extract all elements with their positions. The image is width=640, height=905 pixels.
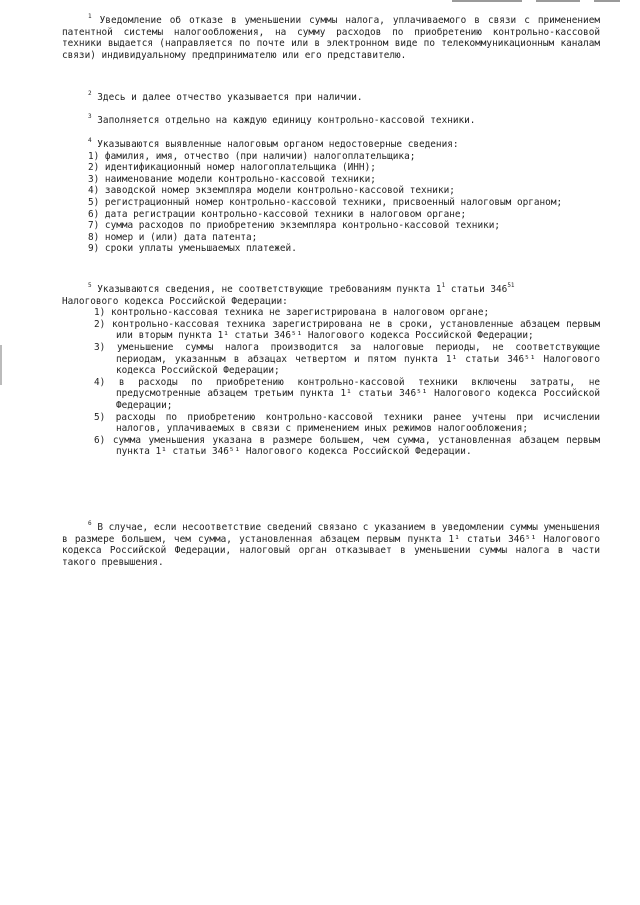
list-item: 1) фамилия, имя, отчество (при наличии) налогоплательщика; [88, 150, 416, 162]
list-item: 7) сумма расходов по приобретению экземпляра контрольно-кассовой техники; [88, 220, 501, 232]
list-text: уменьшение суммы налога производится за налоговые периоды, не соответствующие периодам, указанным в абзацах четвертом и пятом пункта 1¹ статьи 346⁵¹ Налогового кодекса Российской Федерации; [116, 341, 600, 377]
footnote-lead: Налогового кодекса Российской Федерации: [62, 295, 288, 307]
list-item: 6) дата регистрации контрольно-кассовой техники в налоговом органе; [88, 208, 467, 220]
list-item [62, 377, 600, 412]
footnote-mark: 4 [88, 136, 92, 144]
scan-edge-mark [594, 0, 620, 2]
scan-edge-mark [536, 0, 580, 2]
footnote-lead: Указываются сведения, не соответствующие требованиям пункта 1 [97, 284, 442, 295]
scan-edge-mark [452, 0, 522, 2]
footnote-mark: 1 [88, 12, 92, 20]
list-text: контрольно-кассовая техника не зарегистрирована в налоговом органе; [110, 307, 490, 319]
footnote-text: Заполняется отдельно на каждую единицу контрольно-кассовой техники. [97, 115, 476, 126]
footnote-text: Здесь и далее отчество указывается при наличии. [97, 92, 363, 103]
list-item: 4) заводской номер экземпляра модели контрольно-кассовой техники; [88, 185, 455, 197]
footnote-3 [62, 112, 600, 127]
footnote-lead: Указываются выявленные налоговым органом недостоверные сведения: [97, 139, 459, 150]
list-item: 8) номер и (или) дата патента; [88, 231, 258, 243]
list-item [62, 307, 600, 319]
footnote-mark: 3 [88, 112, 92, 120]
list-text: расходы по приобретению контрольно-кассовой техники ранее учтены при исчислении налогов, уплачиваемых в связи с применением иных режимов налогообложения; [115, 411, 600, 435]
footnote-mark: 6 [88, 519, 92, 527]
footnote-5 [62, 281, 600, 458]
list-number: 1) [94, 307, 106, 319]
footnote-lead: статьи 346 [445, 284, 508, 295]
list-item: 5) регистрационный номер контрольно-кассовой техники, присвоенный налоговым органом; [88, 196, 563, 208]
list-item [62, 435, 600, 458]
footnote-text: В случае, если несоответствие сведений связано с указанием в уведомлении суммы уменьшения в размере большем, чем сумма, установленная абзацем первым пункта 1¹ статьи 346⁵¹ Налогового кодекса Российской Федерации, налоговый орган отказывает в уменьшении суммы налога в части такого превышения. [62, 522, 600, 568]
footnote-6 [62, 519, 600, 568]
list-number: 2) [94, 318, 106, 330]
list-item: 9) сроки уплаты уменьшаемых платежей. [88, 243, 297, 255]
superscript: 51 [507, 281, 515, 289]
list-text: сумма уменьшения указана в размере большем, чем сумма, установленная абзацем первым пункта 1¹ статьи 346⁵¹ Налогового кодекса Российской Федерации. [112, 434, 600, 458]
footnote-text: Уведомление об отказе в уменьшении суммы налога, уплачиваемого в связи с применением патентной системы налогообложения, на сумму расходов по приобретению контрольно-кассовой техники выдается (направляется по почте или в электронном виде по телекоммуникационным каналам связи) индивидуальному предпринимателю или его представителю. [62, 15, 600, 61]
list-item [62, 412, 600, 435]
list-item: 2) идентификационный номер налогоплательщика (ИНН); [88, 162, 376, 174]
list-text: в расходы по приобретению контрольно-кассовой техники включены затраты, не предусмотренные абзацем третьим пункта 1¹ статьи 346⁵¹ Налогового кодекса Российской Федерации; [116, 376, 600, 411]
footnote-4 [62, 136, 600, 255]
list-number: 3) [94, 341, 106, 353]
list-number: 6) [94, 434, 106, 446]
footnote-mark: 5 [88, 281, 92, 289]
list-item [62, 342, 600, 377]
footnote-1 [62, 12, 600, 61]
list-item [62, 319, 600, 342]
footnote-mark: 2 [88, 89, 92, 97]
superscript: 1 [441, 281, 446, 289]
list-number: 5) [94, 411, 106, 423]
list-text: контрольно-кассовая техника зарегистрирована не в сроки, установленные абзацем первым или вторым пункта 1¹ статьи 346⁵¹ Налогового кодекса Российской Федерации; [111, 318, 600, 342]
list-item: 3) наименование модели контрольно-кассовой техники; [88, 173, 376, 185]
scan-edge-mark [0, 345, 2, 385]
list-number: 4) [94, 376, 106, 388]
footnote-2 [62, 89, 600, 104]
